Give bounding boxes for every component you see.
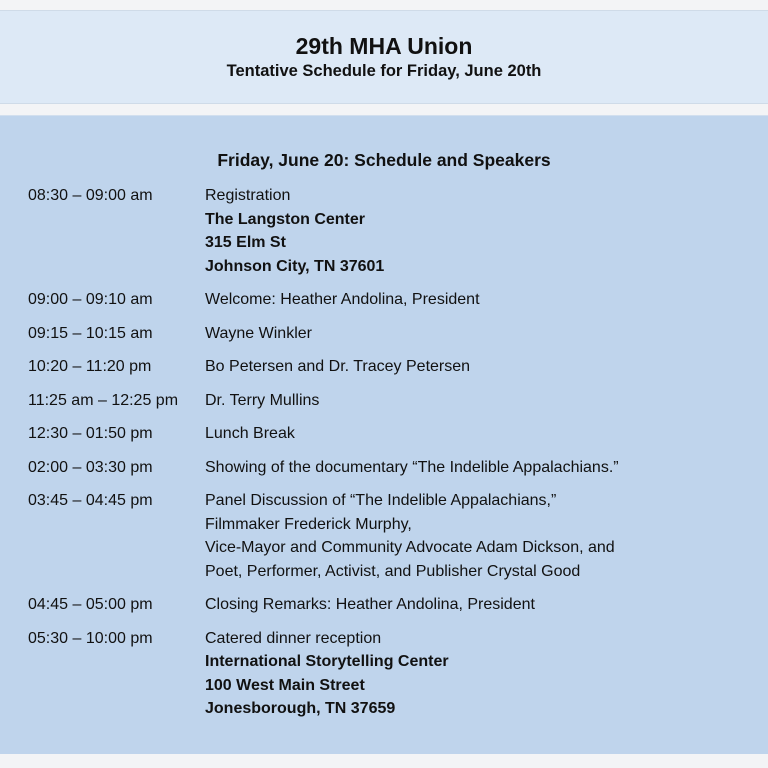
description-line: Dr. Terry Mullins [205,391,320,409]
schedule-description [205,322,758,346]
schedule-time: 03:45 – 04:45 pm [28,492,153,509]
schedule-time: 10:20 – 11:20 pm [28,358,152,375]
schedule-description [205,627,758,721]
description-line: Wayne Winkler [205,324,312,342]
schedule-description [205,184,758,278]
description-line: Filmmaker Frederick Murphy, [205,515,412,533]
schedule-time: 05:30 – 10:00 pm [28,629,153,647]
description-line: Registration [205,187,291,204]
schedule-panel [0,115,768,754]
schedule-row [28,322,758,346]
schedule-description [205,288,758,312]
description-line: Catered dinner reception [205,629,382,647]
venue-line: 315 Elm St [205,234,286,251]
page-subtitle: Tentative Schedule for Friday, June 20th [226,62,542,80]
schedule-description [205,389,758,413]
schedule-description [205,489,758,583]
schedule-row [28,184,758,278]
venue-line: Johnson City, TN 37601 [205,257,385,275]
venue-line: Jonesborough, TN 37659 [205,700,396,717]
schedule-row [28,489,758,583]
schedule-description [205,355,758,379]
schedule-time: 02:00 – 03:30 pm [28,458,153,476]
schedule-time: 04:45 – 05:00 pm [28,596,153,613]
schedule-description [205,456,758,480]
schedule-time: 09:15 – 10:15 am [28,324,153,342]
schedule-row [28,422,758,446]
schedule-description [205,593,758,617]
description-line: Vice-Mayor and Community Advocate Adam Dickson, and [205,539,615,556]
description-line: Poet, Performer, Activist, and Publisher Crystal Good [205,562,581,580]
description-line: Welcome: Heather Andolina, President [205,291,480,308]
venue-line: 100 West Main Street [205,676,365,694]
venue-line: The Langston Center [205,210,366,228]
schedule-row [28,593,758,617]
schedule-time: 08:30 – 09:00 am [28,187,153,204]
schedule-description [205,422,758,446]
venue-line: International Storytelling Center [205,653,449,670]
description-line: Lunch Break [205,425,295,442]
description-line: Showing of the documentary “The Indelible Appalachians.” [205,458,619,476]
schedule-time: 11:25 am – 12:25 pm [28,391,179,409]
schedule-row [28,627,758,721]
section-title: Friday, June 20: Schedule and Speakers [217,150,551,170]
description-line: Closing Remarks: Heather Andolina, President [205,596,535,613]
description-line: Panel Discussion of “The Indelible Appalachians,” [205,492,557,509]
schedule-row [28,389,758,413]
schedule-time: 12:30 – 01:50 pm [28,425,153,442]
header-banner [0,10,768,104]
schedule-time: 09:00 – 09:10 am [28,291,153,308]
schedule-row [28,456,758,480]
schedule-list [28,184,758,731]
description-line: Bo Petersen and Dr. Tracey Petersen [205,358,471,375]
page-title: 29th MHA Union [295,33,473,59]
schedule-row [28,288,758,312]
schedule-row [28,355,758,379]
